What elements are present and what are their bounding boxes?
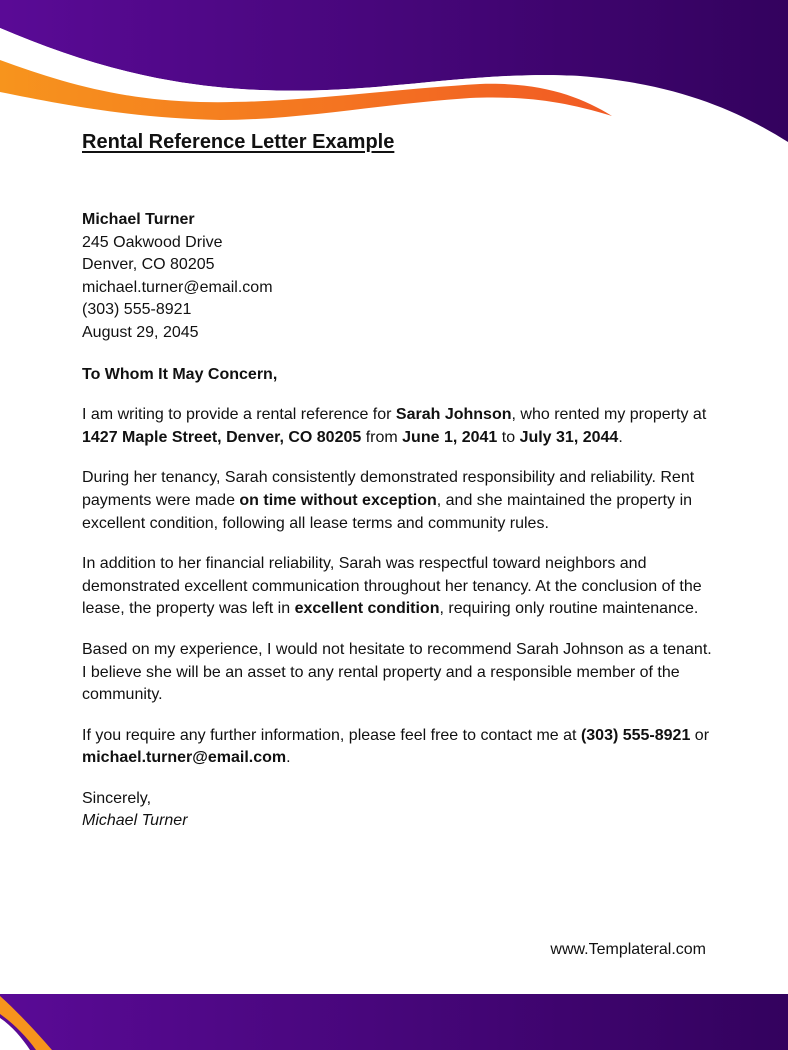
- sender-address-line1: 245 Oakwood Drive: [82, 233, 223, 251]
- paragraph-1: I am writing to provide a rental reference for Sarah Johnson, who rented my property at 1427 Maple Street, Denver, CO 80205 from June 1, 2041 to July 31, 2044.: [82, 406, 707, 446]
- sender-email: michael.turner@email.com: [82, 278, 273, 296]
- salutation: To Whom It May Concern,: [82, 365, 278, 383]
- tenant-name: Sarah Johnson: [395, 406, 512, 424]
- tenancy-start-date: June 1, 2041: [402, 428, 498, 446]
- sender-address-line2: Denver, CO 80205: [82, 256, 215, 274]
- property-address: 1427 Maple Street, Denver, CO 80205: [82, 428, 362, 446]
- paragraph-3: In addition to her financial reliability, Sarah was respectful toward neighbors and demonstrated excellent communication throughout her tenancy. At the conclusion of the lease, the property was left in excellent condition, requiring only routine maintenance.: [82, 555, 702, 618]
- contact-phone: (303) 555-8921: [580, 726, 691, 744]
- letter-body: [82, 209, 718, 833]
- sender-phone: (303) 555-8921: [82, 301, 192, 319]
- sender-name: Michael Turner: [82, 211, 195, 228]
- tenancy-end-date: July 31, 2044: [519, 428, 619, 446]
- paragraph-2: During her tenancy, Sarah consistently demonstrated responsibility and reliability. Rent payments were made on time without exception, and she maintained the property in excellent condition, following all lease terms and community rules.: [82, 469, 695, 532]
- closing: Sincerely,: [82, 789, 152, 807]
- signature: Michael Turner: [82, 812, 188, 830]
- paragraph-5: If you require any further information, please feel free to contact me at (303) 555-8921 or michael.turner@email.com.: [82, 726, 710, 767]
- header-wave-decoration: [0, 0, 788, 150]
- contact-email: michael.turner@email.com: [82, 749, 287, 767]
- page-title: Rental Reference Letter Example: [82, 131, 395, 153]
- sender-block: [82, 209, 718, 345]
- letter-date: August 29, 2045: [82, 323, 199, 341]
- footer-wave-decoration: [0, 994, 788, 1050]
- website-link[interactable]: www.Templateral.com: [550, 941, 706, 958]
- paragraph-4: Based on my experience, I would not hesitate to recommend Sarah Johnson as a tenant. I believe she will be an asset to any rental property and a responsible member of the community.: [82, 640, 712, 704]
